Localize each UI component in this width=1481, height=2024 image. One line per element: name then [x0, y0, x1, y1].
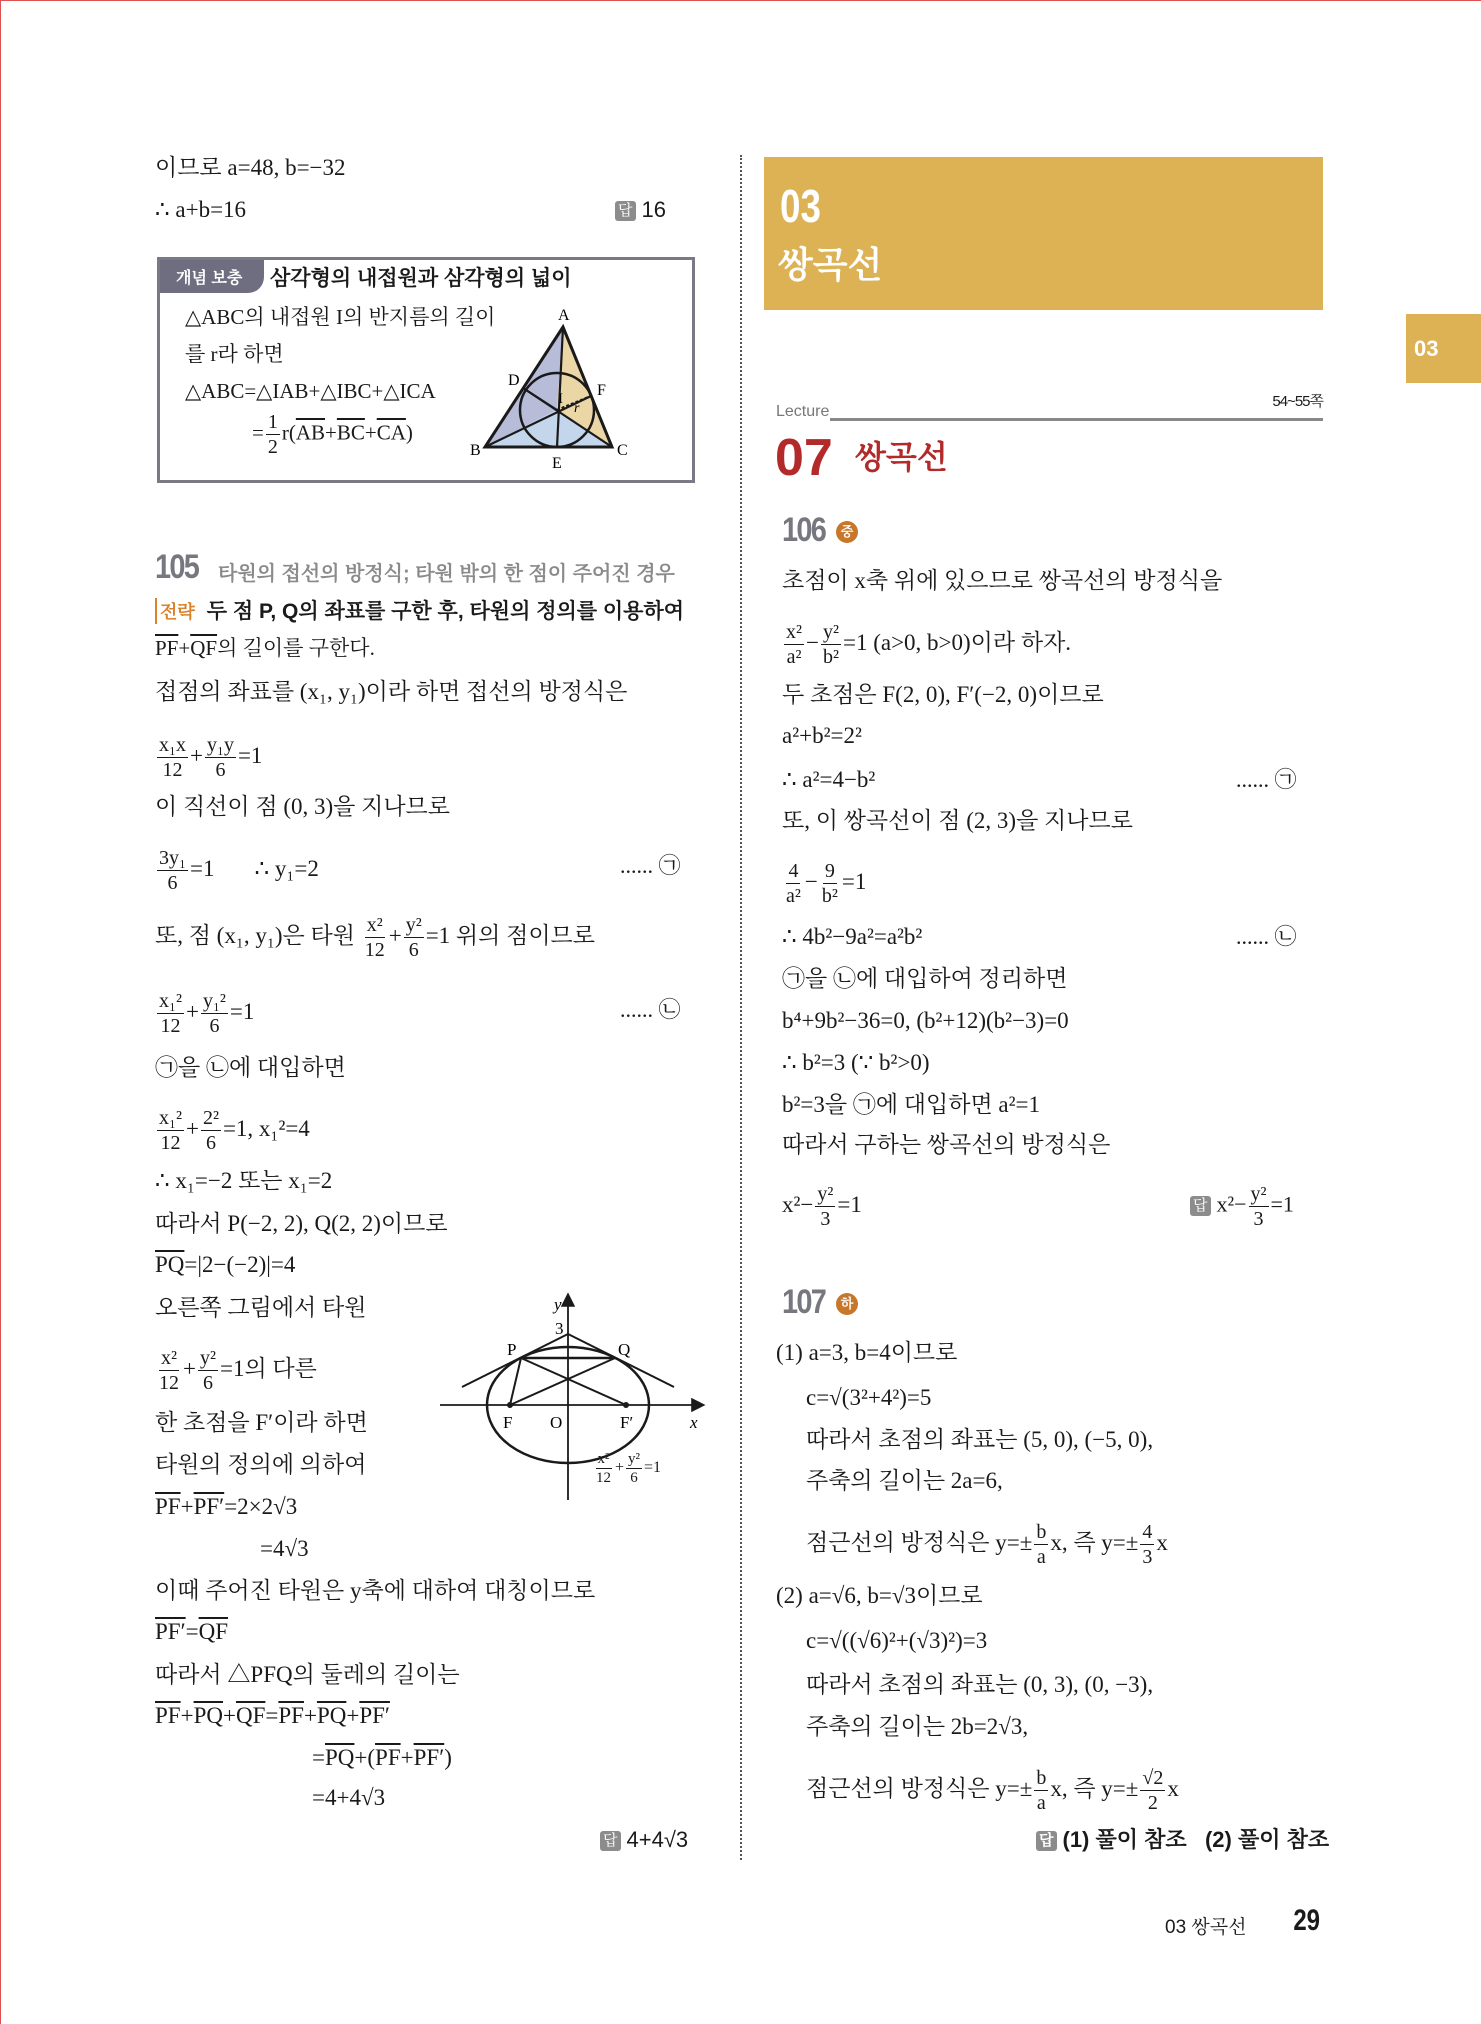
numerator: x₁² — [159, 1107, 182, 1129]
page-edge-top — [0, 0, 1481, 1]
fraction — [157, 1106, 184, 1155]
op: + — [346, 1703, 360, 1728]
text: x, 즉 y=± — [1050, 1529, 1139, 1555]
numerator: b — [1036, 1767, 1047, 1789]
text-line: b²=3을 ㉠에 대입하면 a²=1 — [782, 1092, 1040, 1117]
label-r: r — [574, 401, 580, 416]
incircle-triangle-diagram — [470, 300, 690, 485]
concept-line: 를 r라 하면 — [185, 342, 284, 366]
label-p: P — [507, 1340, 517, 1359]
numerator: y₁² — [202, 990, 226, 1012]
fraction — [1034, 1520, 1048, 1569]
segment: $\overline{PF}$ — [155, 1703, 181, 1728]
math-line — [155, 1106, 310, 1155]
numerator: 9 — [824, 860, 835, 882]
op: + — [388, 922, 402, 948]
label-a: A — [558, 307, 570, 324]
answer-tag: 답 — [600, 1831, 621, 1851]
tick-label: 3 — [555, 1319, 564, 1338]
math-line — [155, 1701, 390, 1731]
label-e: E — [552, 455, 562, 472]
text: =2×2√3 — [224, 1494, 298, 1519]
text-line: 오른쪽 그림에서 타원 — [155, 1295, 367, 1320]
answer-value: =1 — [1270, 1191, 1294, 1217]
lecture-label: Lecture — [776, 403, 830, 420]
text: =1 (a>0, b>0)이라 하자. — [842, 629, 1072, 655]
text-line: 초점이 x축 위에 있으므로 쌍곡선의 방정식을 — [782, 568, 1223, 593]
numerator: 1 — [267, 411, 278, 433]
segment: PF′ — [155, 1619, 186, 1644]
fraction — [157, 989, 184, 1038]
fraction — [205, 733, 236, 782]
numerator: y² — [817, 1183, 834, 1205]
page-number: 29 — [1293, 1904, 1321, 1937]
math-line — [312, 1743, 452, 1773]
equation-mark: ...... ㉠ — [1236, 767, 1297, 792]
denominator: b² — [821, 885, 838, 907]
math-line — [806, 1520, 1168, 1569]
text: 점근선의 방정식은 y=± — [806, 1775, 1033, 1801]
label-f: F — [597, 382, 606, 399]
numerator: x₁² — [159, 990, 182, 1012]
math-line — [155, 1250, 295, 1280]
fraction — [1034, 1766, 1048, 1815]
page-edge-left — [0, 0, 1, 2024]
focus-f — [507, 1402, 513, 1408]
denominator: 12 — [160, 1132, 181, 1154]
fraction — [157, 1346, 181, 1395]
text: =|2−(−2)|=4 — [184, 1252, 296, 1277]
text-line: =4√3 — [260, 1536, 309, 1561]
equation-mark: ...... ㉡ — [620, 997, 681, 1022]
text-line: b⁴+9b²−36=0, (b²+12)(b²−3)=0 — [782, 1008, 1069, 1033]
numerator: 3y₁ — [159, 847, 186, 869]
denominator: 12 — [596, 1470, 611, 1486]
strategy-text: 의 길이를 구한다. — [217, 636, 375, 660]
textbook-pages: 54~55쪽 — [1272, 393, 1323, 410]
denominator: 2 — [267, 436, 278, 458]
numerator: x² — [366, 914, 383, 936]
text: =1 — [237, 742, 263, 768]
op: + — [180, 1494, 194, 1519]
answer — [600, 1825, 688, 1855]
math-line — [155, 1492, 297, 1522]
denominator: a — [1036, 1546, 1046, 1568]
chapter-number: 03 — [780, 180, 821, 232]
answer-tag: 답 — [1036, 1831, 1057, 1851]
axis-label-x: x — [690, 1413, 698, 1432]
op: + — [178, 636, 191, 660]
chapter-title: 쌍곡선 — [778, 244, 883, 285]
denominator: 3 — [1142, 1546, 1153, 1568]
text-line: 따라서 P(−2, 2), Q(2, 2)이므로 — [155, 1211, 448, 1236]
focus-f-prime — [623, 1402, 629, 1408]
label-b: B — [470, 442, 481, 459]
math-line — [155, 846, 319, 895]
op: + — [180, 1703, 194, 1728]
text-line: 따라서 초점의 좌표는 (5, 0), (−5, 0), — [806, 1427, 1154, 1452]
problem-title: 타원의 접선의 방정식; 타원 밖의 한 점이 주어진 경우 — [218, 563, 675, 585]
text: =1 위의 점이므로 — [425, 922, 595, 948]
concept-tag: 개념 보충 — [160, 260, 264, 293]
ellipse-tangent-graph — [440, 1290, 715, 1515]
text: x²− — [782, 1191, 814, 1217]
segment: PF′ — [193, 1494, 225, 1519]
text: =1 — [837, 1191, 862, 1217]
fraction — [363, 913, 387, 962]
text-line: 주축의 길이는 2a=6, — [806, 1468, 1003, 1493]
denominator: 12 — [162, 759, 183, 781]
math-line — [782, 859, 866, 908]
difficulty-badge: 중 — [836, 521, 858, 543]
op: + — [325, 420, 337, 445]
denominator: 2 — [1147, 1792, 1158, 1814]
segment: $\overline{PQ}$ — [316, 1703, 347, 1728]
numerator: y² — [405, 914, 422, 936]
equation-mark: ...... ㉠ — [620, 853, 681, 878]
equation-mark: ...... ㉡ — [1236, 924, 1297, 949]
text-line: 한 초점을 F′이라 하면 — [155, 1410, 368, 1435]
numerator: 4 — [788, 860, 799, 882]
segment: $\overline{AB}$ — [295, 420, 326, 445]
label-f-prime: F′ — [620, 1413, 634, 1432]
segment: $\overline{QF}$ — [190, 636, 218, 660]
concept-formula — [252, 410, 413, 459]
op: ) — [444, 1745, 452, 1770]
graph-equation — [592, 1450, 661, 1487]
text-line: ㉠을 ㉡에 대입하여 정리하면 — [782, 966, 1068, 991]
chapter-side-tab: 03 — [1406, 314, 1481, 383]
text-line: 또, 이 쌍곡선이 점 (2, 3)을 지나므로 — [782, 808, 1133, 833]
text-line: a²+b²=2² — [782, 723, 862, 748]
answer-tag: 답 — [615, 201, 636, 221]
label-d: D — [508, 372, 520, 389]
math-line — [155, 989, 254, 1038]
label-c: C — [617, 442, 628, 459]
text-line: ∴ x₁=−2 또는 x₁=2 — [155, 1168, 333, 1193]
chapter-header — [764, 157, 1323, 310]
text-line: 이므로 a=48, b=−32 — [155, 155, 346, 180]
concept-line: △ABC의 내접원 I의 반지름의 길이 — [185, 305, 496, 329]
text-line: c=√((√6)²+(√3)²)=3 — [806, 1628, 988, 1653]
fraction — [201, 989, 228, 1038]
numerator: x² — [161, 1347, 177, 1369]
text-line: 접점의 좌표를 (x₁, y₁)이라 하면 접선의 방정식은 — [155, 679, 628, 704]
label-o: O — [550, 1413, 563, 1432]
numerator: y₁y — [206, 734, 234, 756]
label-f: F — [503, 1413, 513, 1432]
problem-number: 106 — [782, 511, 826, 549]
answer-value: 4+4√3 — [626, 1827, 689, 1852]
denominator: 12 — [160, 1015, 181, 1037]
denominator: 3 — [820, 1208, 831, 1230]
fraction — [404, 913, 424, 962]
concept-line: △ABC=△IAB+△IBC+△ICA — [185, 379, 436, 403]
segment: $\overline{PF}$ — [375, 1745, 401, 1770]
denominator: 3 — [1253, 1208, 1264, 1230]
text: x — [1167, 1775, 1179, 1801]
fraction — [266, 410, 280, 459]
fraction — [157, 733, 188, 782]
text: =1 — [841, 868, 867, 894]
text-line: (2) a=√6, b=√3이므로 — [776, 1583, 983, 1608]
fraction — [784, 620, 804, 669]
fraction — [1140, 1766, 1165, 1815]
segment: $\overline{CA}$ — [376, 420, 406, 445]
op: + — [364, 420, 377, 445]
segment: $\overline{PQ}$ — [155, 1252, 185, 1277]
op: = — [185, 1619, 199, 1644]
segment: $\overline{PF}$ — [155, 636, 179, 660]
text-line: ∴ a²=4−b² — [782, 767, 876, 792]
text-line: 따라서 구하는 쌍곡선의 방정식은 — [782, 1132, 1111, 1157]
op: + — [615, 1459, 625, 1477]
problem-number: 105 — [155, 548, 199, 586]
text-line: ∴ b²=3 (∵ b²>0) — [782, 1050, 930, 1075]
text-line: ∴ 4b²−9a²=a²b² — [782, 924, 923, 949]
fraction — [198, 1346, 218, 1395]
op: = — [312, 1745, 325, 1770]
segment: PF′ — [359, 1703, 390, 1728]
denominator: 6 — [202, 1372, 213, 1394]
label-q: Q — [618, 1340, 631, 1359]
answer-tag: 답 — [1190, 1196, 1211, 1216]
difficulty-badge: 하 — [836, 1293, 858, 1315]
text: x, 즉 y=± — [1050, 1775, 1139, 1801]
text-line: ㉠을 ㉡에 대입하면 — [155, 1055, 346, 1080]
math-line — [155, 1617, 228, 1647]
denominator: 6 — [408, 939, 419, 961]
strategy-line — [155, 633, 375, 663]
text-line: 이때 주어진 타원은 y축에 대하여 대칭이므로 — [155, 1578, 596, 1603]
op: = — [265, 1703, 279, 1728]
numerator: x₁x — [159, 734, 186, 756]
strategy-tag: 전략 — [155, 598, 201, 624]
text: x — [1156, 1529, 1168, 1555]
answer-value: (1) 풀이 참조 (2) 풀이 참조 — [1062, 1827, 1330, 1852]
denominator: 6 — [205, 1132, 216, 1154]
fraction — [1249, 1182, 1269, 1231]
lecture-title: 쌍곡선 — [855, 439, 948, 475]
label-i: I — [558, 391, 563, 407]
column-divider — [740, 155, 742, 1860]
segment: $\overline{PF}$ — [278, 1703, 304, 1728]
axis-label-y: y — [554, 1295, 562, 1314]
numerator: 2² — [202, 1107, 219, 1129]
fraction — [1140, 1520, 1154, 1569]
numerator: y² — [199, 1347, 216, 1369]
op: + — [303, 1703, 317, 1728]
answer — [615, 195, 666, 225]
text-line: 이 직선이 점 (0, 3)을 지나므로 — [155, 794, 450, 819]
denominator: a — [1036, 1792, 1046, 1814]
concept-box — [157, 257, 695, 483]
footer-chapter: 03 쌍곡선 — [1165, 1917, 1247, 1938]
equals: = — [252, 420, 264, 445]
numerator: 4 — [1142, 1521, 1153, 1543]
text: =1의 다른 — [219, 1355, 317, 1381]
numerator: √2 — [1142, 1767, 1164, 1789]
concept-title: 삼각형의 내접원과 삼각형의 넓이 — [270, 267, 572, 290]
segment: PF′ — [413, 1745, 445, 1770]
text: =1 — [229, 998, 255, 1024]
answer — [1190, 1182, 1294, 1231]
math-line — [155, 913, 595, 962]
segment: $\overline{PQ}$ — [324, 1745, 355, 1770]
math-line — [155, 1346, 317, 1395]
fraction — [821, 620, 841, 669]
text-line: 따라서 초점의 좌표는 (0, 3), (0, −3), — [806, 1672, 1154, 1697]
math-line — [155, 733, 262, 782]
lecture-rule — [830, 418, 1323, 421]
numerator: y² — [628, 1451, 641, 1467]
numerator: y² — [822, 621, 839, 643]
denominator: 6 — [215, 759, 226, 781]
fraction — [784, 859, 803, 908]
strategy-line — [155, 597, 684, 627]
fraction — [626, 1450, 642, 1487]
op: +( — [354, 1745, 376, 1770]
op: − — [806, 629, 819, 655]
fraction — [815, 1182, 835, 1231]
segment: $\overline{BC}$ — [336, 420, 365, 445]
numerator: b — [1036, 1521, 1047, 1543]
answer-value: x²− — [1216, 1191, 1247, 1217]
text: =1 — [189, 855, 215, 881]
denominator: 6 — [209, 1015, 220, 1037]
text-line: c=√(3²+4²)=5 — [806, 1385, 932, 1410]
fraction — [201, 1106, 221, 1155]
denominator: 12 — [364, 939, 385, 961]
text: ) — [405, 420, 413, 445]
text-line: ∴ a+b=16 — [155, 197, 247, 222]
fraction — [157, 846, 188, 895]
segment: $\overline{QF}$ — [235, 1703, 266, 1728]
text-line: 타원의 정의에 의하여 — [155, 1452, 367, 1477]
denominator: 6 — [167, 872, 178, 894]
math-line — [782, 1182, 862, 1231]
op: + — [189, 742, 203, 768]
op: + — [185, 998, 199, 1024]
fraction — [594, 1450, 613, 1487]
text: r( — [281, 420, 296, 445]
segment: $\overline{QF}$ — [198, 1619, 229, 1644]
segment: $\overline{PQ}$ — [193, 1703, 223, 1728]
segment: $\overline{PF}$ — [155, 1494, 181, 1519]
numerator: x² — [786, 621, 802, 643]
numerator: x² — [597, 1451, 610, 1467]
text-line: 따라서 △PFQ의 둘레의 길이는 — [155, 1662, 460, 1687]
denominator: a² — [786, 646, 802, 668]
denominator: 12 — [159, 1372, 179, 1394]
text: ∴ y₁=2 — [254, 855, 319, 881]
op: + — [185, 1115, 199, 1141]
op: + — [222, 1703, 236, 1728]
denominator: 6 — [630, 1470, 638, 1486]
numerator: y² — [1250, 1183, 1267, 1205]
text: =1 — [644, 1459, 662, 1477]
op: + — [400, 1745, 414, 1770]
answer-value: 16 — [641, 197, 666, 222]
text-line: (1) a=3, b=4이므로 — [776, 1340, 958, 1365]
op: + — [183, 1355, 196, 1381]
text-line: =4+4√3 — [312, 1785, 386, 1810]
fraction — [820, 859, 840, 908]
op: − — [804, 868, 818, 894]
math-line — [782, 620, 1071, 669]
denominator: b² — [822, 646, 839, 668]
math-line — [806, 1766, 1179, 1815]
text: 또, 점 (x₁, y₁)은 타원 — [155, 922, 361, 948]
denominator: a² — [786, 885, 801, 907]
text: 점근선의 방정식은 y=± — [806, 1529, 1033, 1555]
text: =1, x₁²=4 — [222, 1115, 310, 1141]
text-line: 주축의 길이는 2b=2√3, — [806, 1714, 1029, 1739]
text-line: 두 초점은 F(2, 0), F′(−2, 0)이므로 — [782, 682, 1104, 707]
problem-number: 107 — [782, 1283, 826, 1321]
answer — [1036, 1825, 1329, 1855]
strategy-text: 두 점 P, Q의 좌표를 구한 후, 타원의 정의를 이용하여 — [206, 600, 685, 623]
lecture-number: 07 — [775, 429, 833, 487]
